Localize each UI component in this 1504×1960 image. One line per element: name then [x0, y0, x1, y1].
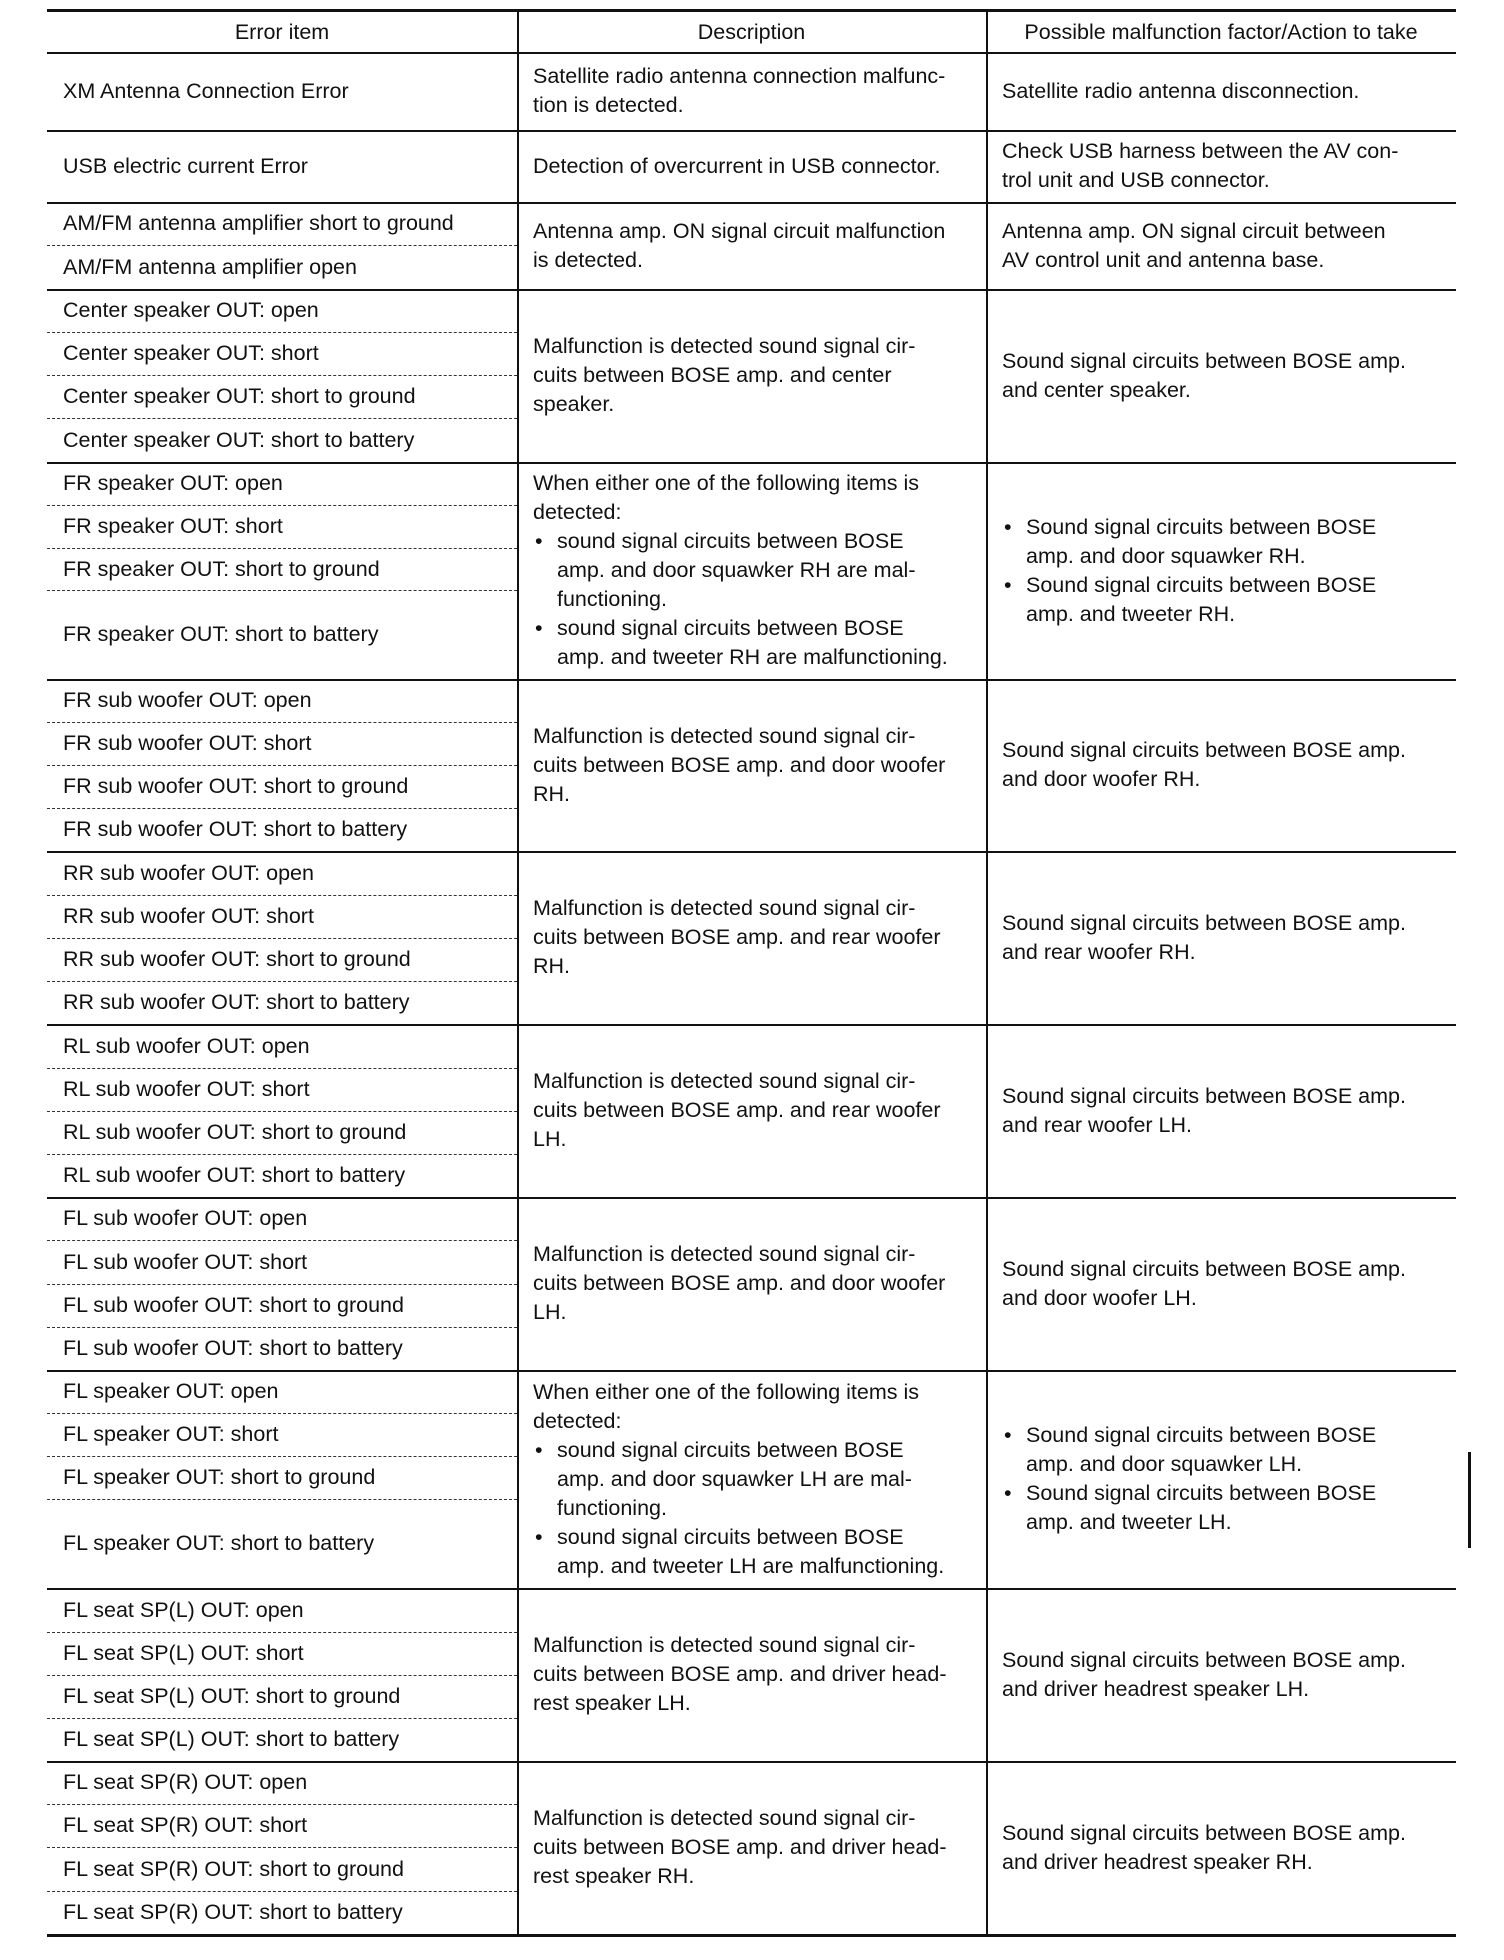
text-line: cuits between BOSE amp. and rear woofer — [533, 925, 941, 949]
description-bullet — [533, 1436, 970, 1523]
bullet-text — [1026, 1479, 1440, 1537]
text-line: and rear woofer LH. — [1002, 1112, 1193, 1137]
error-item-cell: FL seat SP(R) OUT: short to battery — [63, 1900, 403, 1924]
text-line: Malfunction is detected sound signal cir- — [533, 1633, 916, 1657]
text-line: Sound signal circuits between BOSE amp. — [1002, 1083, 1406, 1108]
error-item-cell: FL sub woofer OUT: open — [63, 1206, 308, 1230]
text-line: cuits between BOSE amp. and door woofer — [533, 1271, 946, 1295]
action-cell — [986, 289, 1456, 462]
error-item-cell: RR sub woofer OUT: open — [63, 860, 314, 885]
text-line: Malfunction is detected sound signal cir- — [533, 1806, 916, 1830]
error-item-cell: FL seat SP(L) OUT: short to battery — [63, 1727, 400, 1751]
error-item-cell: FL sub woofer OUT: short to ground — [63, 1293, 404, 1317]
text-line: Sound signal circuits between BOSE amp. — [1002, 348, 1406, 373]
text-line: sound signal circuits between BOSE — [557, 1524, 904, 1549]
error-item-cell: Center speaker OUT: short — [63, 341, 319, 365]
text-line: sound signal circuits between BOSE — [557, 616, 904, 640]
header-description: Description — [697, 20, 806, 44]
bullet-text — [557, 1523, 970, 1581]
error-item-cell: FR sub woofer OUT: open — [63, 688, 312, 712]
bullet-icon: • — [1004, 1481, 1012, 1505]
error-item-cell: FR speaker OUT: short to battery — [63, 622, 379, 646]
error-item-cell: RR sub woofer OUT: short — [63, 904, 314, 928]
text-line: Sound signal circuits between BOSE — [1026, 1481, 1377, 1505]
error-item-cell: FR speaker OUT: short to ground — [63, 556, 380, 581]
text-line: cuits between BOSE amp. and door woofer — [533, 752, 946, 777]
error-item-cell: RL sub woofer OUT: short to battery — [63, 1163, 406, 1187]
action-cell — [986, 130, 1456, 202]
text-line: Sound signal circuits between BOSE — [1026, 572, 1377, 597]
action-cell — [986, 1370, 1456, 1588]
text-line: amp. and door squawker LH are mal- — [557, 1466, 912, 1491]
error-item-cell: RR sub woofer OUT: short to battery — [63, 990, 410, 1014]
text-line: and door woofer LH. — [1002, 1285, 1197, 1310]
text-line: Sound signal circuits between BOSE — [1026, 514, 1377, 539]
text-line: When either one of the following items is — [533, 1379, 920, 1404]
text-line: cuits between BOSE amp. and center — [533, 363, 892, 387]
text-line: functioning. — [557, 587, 667, 611]
text-line: LH. — [533, 1300, 567, 1324]
action-cell — [986, 1024, 1456, 1197]
text-line: LH. — [533, 1127, 567, 1151]
description-cell — [517, 1024, 986, 1197]
text-line: AV control unit and antenna base. — [1002, 247, 1325, 272]
header-error-item: Error item — [234, 20, 330, 44]
error-item-cell: FL seat SP(R) OUT: short — [63, 1813, 308, 1837]
text-line: speaker. — [533, 392, 615, 416]
text-line: Malfunction is detected sound signal cir- — [533, 723, 916, 748]
error-item-cell: FL sub woofer OUT: short to battery — [63, 1336, 403, 1360]
bullet-text — [1026, 1421, 1440, 1479]
text-line: Sound signal circuits between BOSE amp. — [1002, 910, 1406, 935]
text-line: Antenna amp. ON signal circuit between — [1002, 218, 1386, 243]
error-item-cell: USB electric current Error — [63, 153, 308, 178]
description-cell — [517, 289, 986, 462]
text-line: Sound signal circuits between BOSE amp. — [1002, 1820, 1406, 1845]
text-line: amp. and tweeter RH are malfunctioning. — [557, 645, 948, 669]
action-bullet — [1002, 1479, 1440, 1537]
text-line: amp. and door squawker LH. — [1026, 1452, 1303, 1476]
action-cell — [986, 679, 1456, 851]
description-cell — [517, 851, 986, 1024]
text-line: rest speaker LH. — [533, 1691, 691, 1715]
error-item-cell: FL speaker OUT: short — [63, 1422, 279, 1446]
bullet-text — [557, 527, 970, 614]
description-cell — [517, 1197, 986, 1370]
action-bullet — [1002, 571, 1440, 629]
error-item-cell: FR speaker OUT: open — [63, 471, 283, 495]
bullet-icon: • — [535, 616, 543, 640]
text-line: Sound signal circuits between BOSE amp. — [1002, 1256, 1406, 1281]
text-line: is detected. — [533, 247, 643, 272]
text-line: functioning. — [557, 1495, 667, 1520]
text-line: cuits between BOSE amp. and driver head- — [533, 1662, 947, 1686]
description-cell — [517, 1588, 986, 1761]
action-bullet — [1002, 513, 1440, 571]
header-action: Possible malfunction factor/Action to take — [1024, 20, 1418, 44]
text-line: Satellite radio antenna connection malfunc- — [533, 64, 946, 88]
text-line: Satellite radio antenna disconnection. — [1002, 78, 1360, 103]
action-cell — [986, 202, 1456, 289]
error-item-cell: Center speaker OUT: short to ground — [63, 384, 416, 408]
text-line: Detection of overcurrent in USB connector. — [533, 153, 941, 178]
text-line: and driver headrest speaker RH. — [1002, 1849, 1313, 1874]
action-cell — [986, 1197, 1456, 1370]
bullet-icon: • — [1004, 572, 1012, 597]
text-line: detected: — [533, 500, 622, 524]
action-cell — [986, 1588, 1456, 1761]
description-cell — [517, 462, 986, 679]
description-cell — [517, 679, 986, 851]
text-line: RH. — [533, 781, 571, 806]
text-line: sound signal circuits between BOSE — [557, 529, 904, 553]
bullet-icon: • — [535, 529, 543, 553]
error-item-cell: RL sub woofer OUT: short — [63, 1077, 310, 1101]
error-item-cell: FL seat SP(R) OUT: short to ground — [63, 1856, 404, 1881]
bullet-text — [1026, 571, 1440, 629]
error-item-cell: FL speaker OUT: short to battery — [63, 1531, 375, 1555]
error-item-cell: FL seat SP(L) OUT: short to ground — [63, 1684, 401, 1708]
text-line: When either one of the following items is — [533, 471, 920, 495]
error-item-cell: XM Antenna Connection Error — [63, 78, 349, 103]
bullet-icon: • — [535, 1437, 543, 1462]
text-line: amp. and tweeter LH are malfunctioning. — [557, 1553, 945, 1578]
text-line: RH. — [533, 954, 571, 978]
action-cell — [986, 52, 1456, 130]
bullet-icon: • — [535, 1524, 543, 1549]
error-item-cell: FR sub woofer OUT: short to battery — [63, 817, 408, 841]
action-cell — [986, 1761, 1456, 1934]
text-line: amp. and tweeter LH. — [1026, 1510, 1232, 1534]
description-cell — [517, 52, 986, 130]
text-line: cuits between BOSE amp. and driver head- — [533, 1835, 947, 1859]
error-item-cell: FR sub woofer OUT: short — [63, 731, 312, 755]
action-bullet — [1002, 1421, 1440, 1479]
text-line: and driver headrest speaker LH. — [1002, 1676, 1310, 1701]
bullet-icon: • — [1004, 1423, 1012, 1447]
bullet-text — [1026, 513, 1440, 571]
text-line: Check USB harness between the AV con- — [1002, 139, 1399, 163]
bullet-text — [557, 1436, 970, 1523]
error-item-cell: FL seat SP(R) OUT: open — [63, 1770, 308, 1794]
page-margin-mark — [1468, 1452, 1471, 1548]
text-line: Sound signal circuits between BOSE amp. — [1002, 738, 1406, 762]
bullet-icon: • — [1004, 514, 1012, 539]
text-line: trol unit and USB connector. — [1002, 168, 1270, 192]
text-line: rest speaker RH. — [533, 1864, 695, 1888]
error-item-cell: FR speaker OUT: short — [63, 514, 283, 538]
error-item-cell: RL sub woofer OUT: short to ground — [63, 1120, 407, 1144]
action-cell — [986, 851, 1456, 1024]
text-line: tion is detected. — [533, 93, 684, 117]
description-cell — [517, 1370, 986, 1588]
error-item-cell: FL seat SP(L) OUT: open — [63, 1597, 304, 1622]
text-line: and center speaker. — [1002, 377, 1191, 402]
text-line: cuits between BOSE amp. and rear woofer — [533, 1098, 941, 1122]
text-line: Sound signal circuits between BOSE — [1026, 1423, 1377, 1447]
text-line: sound signal circuits between BOSE — [557, 1437, 904, 1462]
text-line: Malfunction is detected sound signal cir- — [533, 334, 916, 358]
error-item-cell: FL speaker OUT: short to ground — [63, 1465, 376, 1489]
text-line: and rear woofer RH. — [1002, 939, 1196, 964]
description-cell — [517, 130, 986, 202]
description-bullet — [533, 527, 970, 614]
description-bullet — [533, 1523, 970, 1581]
text-line: amp. and door squawker RH. — [1026, 543, 1306, 568]
error-item-cell: FL sub woofer OUT: short — [63, 1249, 308, 1274]
error-item-cell: AM/FM antenna amplifier short to ground — [63, 211, 454, 235]
error-item-cell: RR sub woofer OUT: short to ground — [63, 947, 411, 971]
text-line: amp. and tweeter RH. — [1026, 601, 1236, 626]
error-item-cell: RL sub woofer OUT: open — [63, 1033, 310, 1058]
table-top-border — [47, 9, 1456, 12]
text-line: Malfunction is detected sound signal cir- — [533, 896, 916, 920]
error-item-cell: Center speaker OUT: open — [63, 298, 319, 322]
table-bottom-border — [47, 1934, 1456, 1937]
action-cell — [986, 462, 1456, 679]
error-item-cell: AM/FM antenna amplifier open — [63, 254, 357, 279]
text-line: and door woofer RH. — [1002, 767, 1201, 791]
text-line: Malfunction is detected sound signal cir- — [533, 1242, 916, 1266]
text-line: Malfunction is detected sound signal cir- — [533, 1069, 916, 1093]
bullet-text — [557, 614, 970, 672]
description-cell — [517, 1761, 986, 1934]
error-item-cell: FL seat SP(L) OUT: short — [63, 1641, 304, 1665]
text-line: amp. and door squawker RH are mal- — [557, 558, 916, 582]
error-item-cell: Center speaker OUT: short to battery — [63, 427, 415, 452]
error-item-cell: FL speaker OUT: open — [63, 1379, 279, 1403]
description-cell — [517, 202, 986, 289]
text-line: Antenna amp. ON signal circuit malfunction — [533, 218, 946, 243]
error-item-cell: FR sub woofer OUT: short to ground — [63, 774, 409, 798]
text-line: Sound signal circuits between BOSE amp. — [1002, 1647, 1406, 1672]
text-line: detected: — [533, 1408, 622, 1433]
description-bullet — [533, 614, 970, 672]
